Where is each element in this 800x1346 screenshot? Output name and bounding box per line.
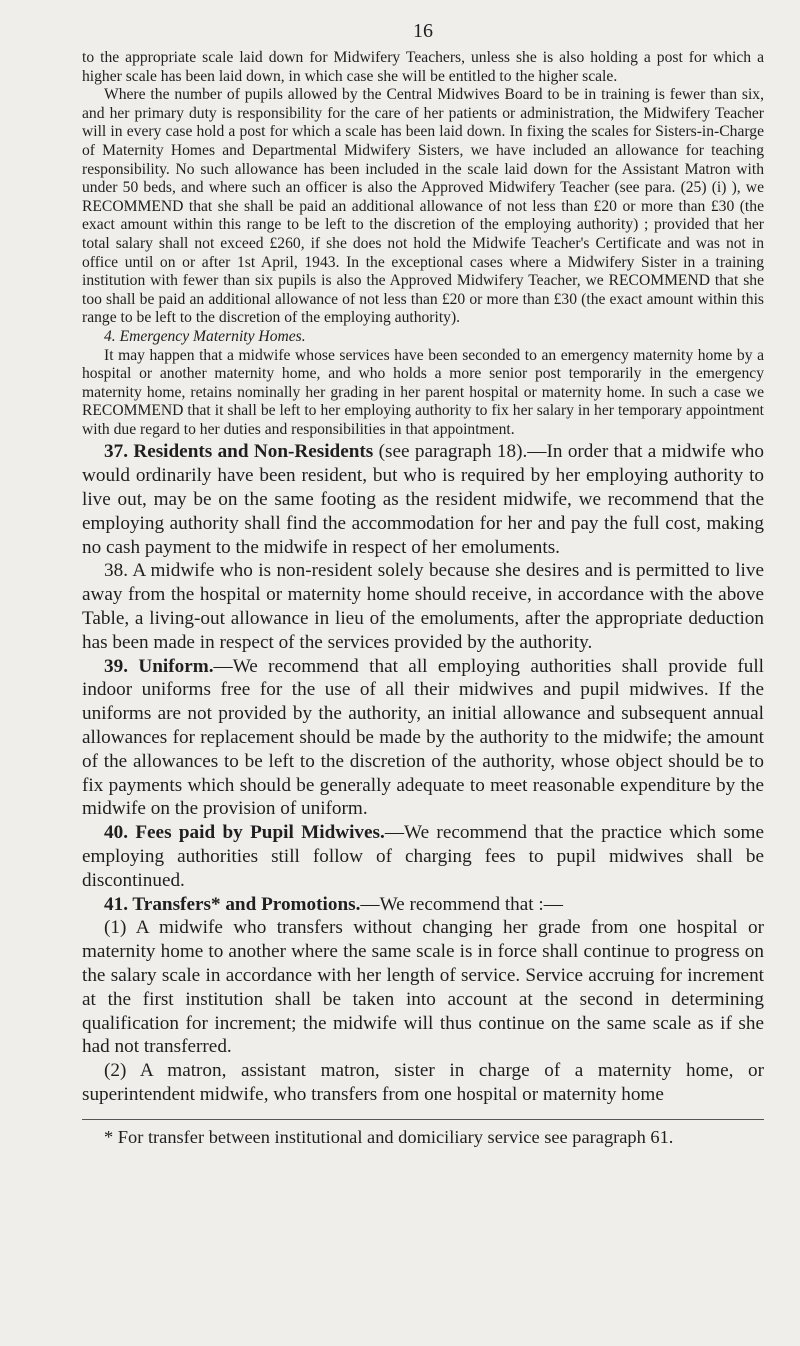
text-40: —We recommend that the practice which some employing authorities still follow of charging fees to pupil midwives shall be discontinued. [82, 822, 764, 891]
paragraph-midwifery-teacher: Where the number of pupils allowed by the Central Midwives Board to be in training is fewer than six, and her primary duty is responsibility for the care of her patients or administration, the Midwifery Teacher will in every case hold a post for which a scale has been laid down. In fixing the scales for Sisters-in-Charge of Maternity Homes and Departmental Midwifery Sisters, we have included an allowance for teaching responsibility. No such allowance has been included in the scale laid down for the Assistant Matron with under 50 beds, and where such an officer is also the Approved Midwifery Teacher (see para. (25) (i) ), we RECOMMEND that she shall be paid an additional allowance of not less than £20 or more than £30 (the exact amount within this range to be left to the discretion of the employing authority) ; provided that her total salary shall not exceed £260, if she does not hold the Midwife Teacher's Certificate and was not in office until on or after 1st April, 1943. In the exceptional cases where a Midwifery Sister in a training institution with fewer than six pupils is also the Approved Midwifery Teacher, we RECOMMEND that she too shall be paid an additional allowance of not less than £20 or more than £30 (the exact amount within this range to be left to the discretion of the employing authority). [82, 86, 764, 327]
heading-39: 39. Uniform. [104, 655, 214, 677]
page-number: 16 [413, 20, 433, 42]
paragraph-41-1: (1) A midwife who transfers without changing her grade from one hospital or maternity home to another where the same scale is in force shall continue to progress on the salary scale in accordance with her length of service. Service accruing for increment at the first institution shall be taken into account at the second in determining qualification for increment; the midwife will thus continue on the same scale as if she had not transferred. [82, 917, 764, 1058]
heading-41: 41. Transfers* and Promotions. [104, 893, 361, 915]
heading-40: 40. Fees paid by Pupil Midwives. [104, 822, 385, 844]
paragraph-continuation: to the appropriate scale laid down for Midwifery Teachers, unless she is also holding a post for which a higher scale has been laid down, in which case she will be entitled to the higher scale. [82, 49, 764, 85]
paragraph-38: 38. A midwife who is non-resident solely because she desires and is permitted to live away from the hospital or maternity home should receive, in accordance with the above Table, a living-out allowance in lieu of the emoluments, after the appropriate deduction has been made in respect of the services provided by the authority. [82, 560, 764, 653]
paragraph-41 [82, 893, 764, 917]
paragraph-emergency-heading [82, 328, 764, 347]
text-39: —We recommend that all employing authorities shall provide full indoor uniforms free for the use of all their midwives and pupil midwives. If the uniforms are not provided by the authority, an initial allowance and subsequent annual allowances for replacement should be made by the authority to the midwife; the amount of the allowances to be left to the discretion of the authority, whose object should be to fix payments which should be generally adequate to meet reasonable expenditure by the midwife on the provision of uniform. [82, 655, 764, 820]
paragraph-emergency-homes: It may happen that a midwife whose services have been seconded to an emergency maternity home by a hospital or another maternity home, and who holds a more senior post temporarily in the emergency maternity home, retains nominally her grading in her parent hospital or maternity home. In such a case we RECOMMEND that it shall be left to her employing authority to fix her salary in her temporary appointment with due regard to her duties and responsibilities in that appointment. [82, 346, 764, 438]
emergency-heading: 4. Emergency Maternity Homes. [104, 327, 306, 345]
paragraph-39 [82, 655, 764, 822]
heading-37: 37. Residents and Non-Residents [104, 441, 374, 463]
footnote-divider [82, 1119, 764, 1120]
paragraph-40 [82, 821, 764, 892]
text-41: —We recommend that :— [360, 893, 563, 915]
text-37: (see paragraph 18).—In order that a midwife who would ordinarily have been resident, but who is required by her employing authority to live out, may be on the same footing as the resident midwife, we recommend that the employing authority shall find the accommodation for her and pay the full cost, making no cash payment to the midwife in respect of her emoluments. [82, 441, 764, 558]
paragraph-37 [82, 440, 764, 559]
paragraph-41-2: (2) A matron, assistant matron, sister in charge of a maternity home, or superintendent midwife, who transfers from one hospital or maternity home [82, 1060, 764, 1105]
footnote: * For transfer between institutional and domiciliary service see paragraph 61. [104, 1126, 674, 1147]
